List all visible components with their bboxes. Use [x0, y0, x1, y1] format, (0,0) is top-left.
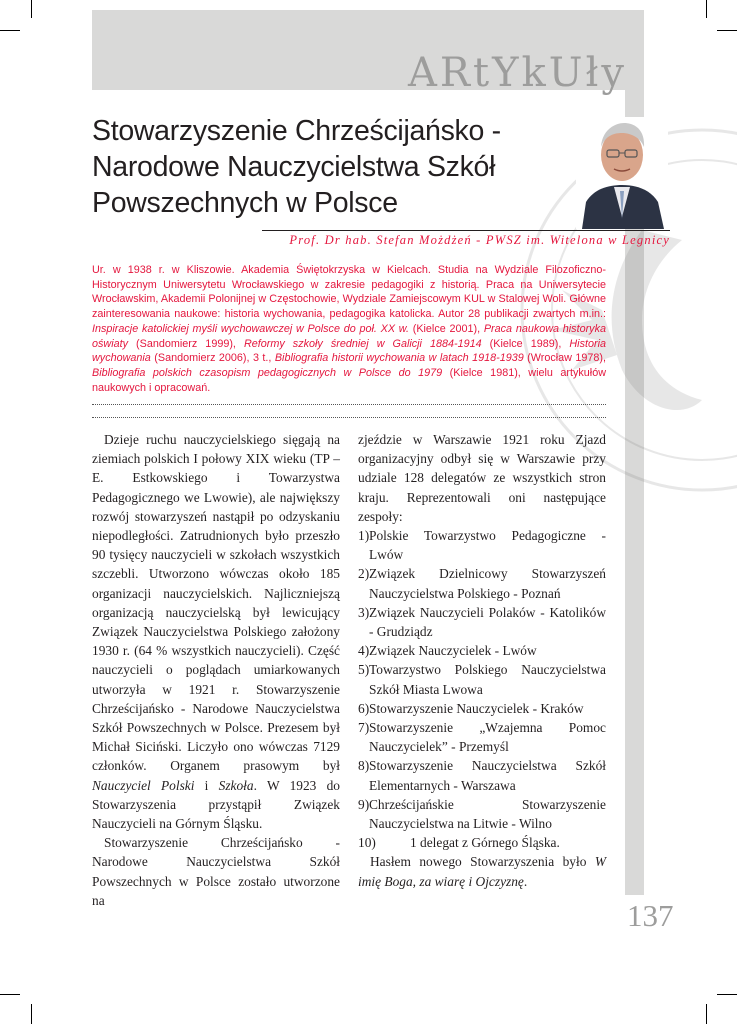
crop-mark: [0, 994, 20, 995]
crop-mark: [717, 994, 737, 995]
list-item: 10) 1 delegat z Górnego Śląska.: [358, 835, 560, 851]
list-item: 2) Związek Dzielnicowy Stowarzyszeń Nauczycielstwa Polskiego - Poznań: [358, 566, 606, 601]
author-bio: Ur. w 1938 r. w Kliszowie. Akademia Świętokrzyska w Kielcach. Studia na Wydziale Filozoficzno-Historycznym Uniwersytetu Wrocławskiego w zakresie pedagogiki z historią. Praca na Uniwersytecie Wrocławskim, Akademii Polonijnej w Częstochowie, Wydziale Zamiejscowym KUL w Stalowej Woli. Główne zainteresowania naukowe: historia wychowania, pedagogika katolicka. Autor 28 publikacji zwartych m.in.: Inspiracje katolickiej myśli wychowawczej w Polsce do poł. XX w. (Kielce 2001), Praca naukowa historyka oświaty (Sandomierz 1999), Reformy szkoły średniej w Galicji 1884-1914 (Kielce 1989), Historia wychowania (Sandomierz 2006), 3 t., Bibliografia historii wychowania w latach 1918-1939 (Wrocław 1978), Bibliografia polskich czasopism pedagogicznych w Polsce do 1979 (Kielce 1981), wielu artykułów naukowych i opracowań.: [92, 264, 607, 394]
author-line: Prof. Dr hab. Stefan Możdżeń - PWSZ im. Witelona w Legnicy: [289, 233, 670, 247]
title-rule: [262, 230, 670, 231]
crop-mark: [706, 0, 707, 18]
article-title: Stowarzyszenie Chrześcijańsko - Narodowe Nauczycielstwa Szkół Powszechnych w Polsce: [92, 115, 501, 219]
paragraph: zjeździe w Warszawie 1921 roku Zjazd organizacyjny odbył się w Warszawie przy udziale 128 delegatów ze wszystkich stron kraju. Reprezentowali oni następujące zespoły:: [358, 432, 606, 524]
list-item: 8) Stowarzyszenie Nauczycielstwa Szkół Elementarnych - Warszawa: [358, 758, 606, 793]
crop-mark: [0, 30, 20, 31]
crop-mark: [706, 1004, 707, 1024]
paragraph: Dzieje ruchu nauczycielskiego sięgają na ziemiach polskich I połowy XIX wieku (TP –E. Estkowskiego i Towarzystwa Pedagogicznego we Lwowie), ale największy rozwój stowarzyszeń nastąpił po odzyskaniu niepodległości. Zatrudnionych było przeszło 90 tysięcy nauczycieli w szkołach wszystkich szczebli. Utworzono wówczas około 185 organizacji nauczycielskich. Najliczniejszą organizacją nauczycielską był lewicujący Związek Nauczycielstwa Polskiego założony 1930 r. (64 % wszystkich nauczycieli). Część nauczycieli o poglądach umiarkowanych utworzyła w 1921 r. Stowarzyszenie Chrześcijańsko - Narodowe Nauczycielstwa Szkół Powszechnych w Polsce. Prezesem był Michał Siciński. Liczyło ono wówczas 7129 członków. Organem prasowym był Nauczyciel Polski i Szkoła. W 1923 do Stowarzyszenia przystąpił Związek Nauczycieli na Górnym Śląsku.: [92, 432, 340, 832]
list-item: 6) Stowarzyszenie Nauczycielek - Kraków: [358, 700, 584, 716]
delegates-list: [358, 526, 606, 852]
author-portrait: [576, 117, 668, 229]
section-label: ARtYkUły: [408, 50, 627, 96]
list-item: 7) Stowarzyszenie „Wzajemna Pomoc Nauczycielek” - Przemyśl: [358, 720, 606, 755]
dotted-divider: [92, 417, 606, 418]
list-item: 9) Chrześcijańskie Stowarzyszenie Nauczycielstwa na Litwie - Wilno: [358, 796, 606, 832]
crop-mark: [717, 30, 737, 31]
crop-mark: [31, 0, 32, 18]
paragraph: Stowarzyszenie Chrześcijańsko - Narodowe Nauczycielstwa Szkół Powszechnych w Polsce zostało utworzone na: [92, 835, 340, 908]
list-item: 4) Związek Nauczycielek - Lwów: [358, 643, 537, 659]
page-number: 137: [627, 898, 674, 933]
list-item: 1) Polskie Towarzystwo Pedagogiczne - Lwów: [358, 528, 606, 563]
body-column-left: [92, 430, 340, 910]
body-column-right: [358, 430, 606, 891]
paragraph: Hasłem nowego Stowarzyszenia było W imię Boga, za wiarę i Ojczyznę.: [358, 854, 606, 889]
dotted-divider: [92, 404, 606, 405]
list-item: 5) Towarzystwo Polskiego Nauczycielstwa Szkół Miasta Lwowa: [358, 662, 606, 697]
list-item: 3) Związek Nauczycieli Polaków - Katolików - Grudziądz: [358, 604, 606, 640]
crop-mark: [31, 1004, 32, 1024]
